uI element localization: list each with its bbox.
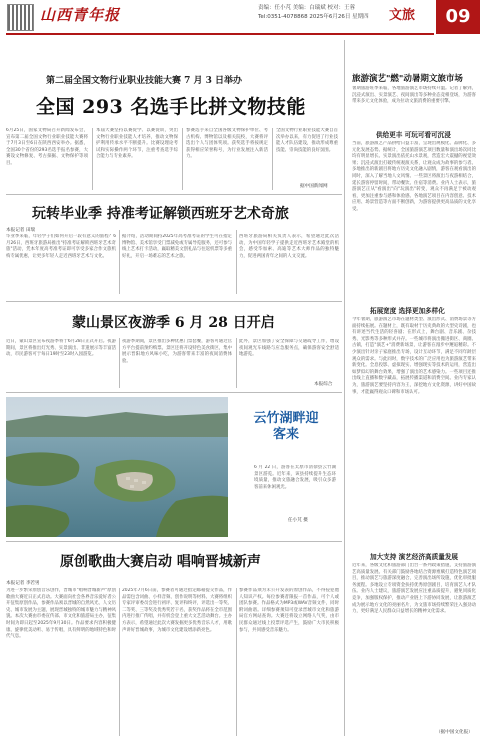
sidebar-subhead-1: 供给更丰 可玩可看可沉浸	[376, 131, 451, 139]
lead-source: 据中国新闻网	[300, 184, 328, 189]
graduation-byline	[6, 227, 35, 233]
newspaper-logo: 山西青年报	[40, 6, 121, 24]
lead-body-col3: 参赛选手来自全国各级文物保护单位、考古机构、博物馆以及相关院校，大赛将评选出个人与团体奖项。获奖选手将按规定获得相应荣誉称号，为行业发展注入新活力。	[186, 128, 268, 160]
mengshan-body-col3: 此外，景区加强了安全保障与交通疏导工作，增设夜间观光车线路与应急服务点，确保游客安全舒适地游览。	[239, 339, 339, 358]
sidebar-source: （据中国文化报）	[436, 730, 473, 735]
lead-headline: 全国 293 名选手比拼文物技能	[36, 96, 306, 118]
opera-body-col2: 2025年7月6日前，参赛者可通过指定邮箱提交作品，作品需包含词曲、小样音频、创作说明等材料。大赛将组织专家评审委员会进行初评、复评和终评，评选出一等奖、二等奖、三等奖及优秀奖若干名，获奖作品将在全市范围内进行推广传唱，并有机会登上重大文艺活动舞台。主办方表示，希望通过此次大赛发掘更多优秀音乐人才，用歌声讲好晋城故事，为城市文化建设增添新亮色。	[122, 588, 232, 633]
mengshan-body-col1: 近日，蒙山景区宣布夜游季将于6月28日正式开启。夜游期间，景区将推出灯光秀、实景演出、非遗展示等丰富活动，市民游客可于每日19时至23时入园游览。	[6, 339, 116, 358]
mengshan-title: 蒙山景区夜游季 6 月 28 日开启	[72, 315, 275, 331]
photo-caption-panel	[230, 397, 342, 537]
graduation-body-col1: 毕业季来临，年轻学子们如何开启一段有意义的旅程？6月26日，西班牙旅游局推出"持准考证解锁西班牙艺术奇旅"活动，凭本年度高考准考证即可享受多家合作文旅机构专属优惠，让更多年轻人走近西班牙艺术与文化。	[6, 234, 116, 259]
sidebar-subhead-3: 加大支持 演艺经济高质量发展	[370, 553, 459, 561]
sidebar-intro: 暑期旅游旺季来临，各地旅游演艺市场持续升温。记者了解到，沉浸式演出、实景演艺、夜间演出等多种业态竞相登场，为游客带来多元文化体验，成为拉动文旅消费的重要引擎。	[352, 86, 476, 105]
photo-caption-title: 云竹湖畔迎客来	[253, 411, 319, 442]
lead-body-col2: 本届大赛坚持以赛促学、以赛促训，突出文物行业职业技能人才培养，推动文物保护利用传承水平不断提升。比赛设理论考试和实际操作两个环节，注重考查选手综合能力与专业素养。	[96, 128, 178, 160]
header-rule	[6, 33, 434, 35]
mengshan-body-col2: 夜游季期间，景区推出多种优惠门票套餐，游客可通过官方平台提前预约购票。景区还将开设特色美食街区，集中展示晋阳地方风味小吃，为游客带来丰富的夜间消费体验。	[122, 339, 232, 364]
lake-aerial-photo	[6, 397, 228, 537]
opera-title: 原创歌曲大赛启动 唱响晋城新声	[60, 554, 261, 570]
masthead-date: Tel:0351-4078868 2025年6月26日 星期四	[258, 14, 369, 20]
opera-body-col3: 参赛作品须为未公开发表的原创作品，不得侵犯他人知识产权。每位参赛者限报一首作品，可个人或团队参赛。作品格式为MP3或WAV音频文件，同时附词曲谱。详细参赛须知可登录晋城市文化和旅游局官方网站查询。大赛还将设立网络人气奖，由市民群众通过线上投票评选产生，鼓励广大市民积极参与，共同感受音乐魅力。	[239, 588, 339, 633]
sidebar-section-1: 当前，旅游演艺产品供给日益丰富，呈现出规模化、品牌化、多元化发展态势。据统计，全国旅游演艺项目数量和演出场次同比均有明显增长。实景演出依托山水景观，营造宏大震撼的视觉效果；沉浸式演出打破传统观演关系，让观众成为故事的参与者。多地推出的新剧目将地方历史文化融入剧情，游客在观看演出的同时，深入了解当地人文风情。一些景区将演出与夜游相结合，延长游客停留时间，带动餐饮、住宿等消费。业内人士表示，旅游演艺正从"看演出"向"玩演出"转变，观众不再满足于被动观看，更加注重参与感和体验感。各地演艺项目在内容创意、技术应用、场景营造等方面不断创新，为游客提供更高品质的文化享受。	[352, 141, 476, 212]
graduation-body-col3: 西班牙旅游局相关负责人表示，希望通过此次活动，为中国年轻学子提供走近西班牙艺术殿堂的机会，感受毕加索、高迪等艺术大师作品的独特魅力，促进两国青年之间的人文交流。	[239, 234, 339, 259]
sidebar-title: 旅游演艺"燃"动暑期文旅市场	[352, 74, 463, 84]
section-name: 文旅	[389, 8, 416, 23]
sidebar-section-2: 今年暑期，旅游演艺市场在题材类型、演出形式、消费场景等方面持续拓展。在题材上，既有取材于历史典故的大型史诗剧，也有讲述当代生活的轻喜剧；在形式上，舞台剧、音乐剧、杂技秀、光影秀等多种形式并存。一些城市将演出搬进街区、商圈、古镇，打造"演艺+"消费新场景，让游客在漫步中邂逅精彩。不少演出针对亲子家庭推出专场，设计互动环节，满足不同年龄层观众的需求。与此同时，数字技术的广泛应用也为旅游演艺带来新变化。全息投影、虚拟现实、增强现实等技术的运用，营造出如梦似幻的舞台效果，增强了演出的艺术感染力。一些项目还推出线上直播和数字藏品，拓展传播渠道和消费空间。业内专家认为，旅游演艺要坚持内容为王，深挖地方文化资源，讲好中国故事，才能赢得观众口碑和市场认可。	[352, 317, 476, 395]
mengshan-source: 本报综合	[314, 382, 333, 387]
opera-body-col1: 为进一步繁荣原创音乐创作，晋城市"唱响晋城新声"原创歌曲大赛近日正式启动。大赛面向社会各界音乐爱好者公开征集原创作品，参赛作品须以晋城的自然风光、人文历史、城市发展为主题，展现晋城独特的城市魅力与精神风貌。本次大赛由市委宣传部、市文化和旅游局主办，征集时间为即日起至2025年9月30日。作品要求内容积极健康、旋律优美动听、易于传唱，具有鲜明的地域特色和时代气息。	[6, 588, 116, 640]
sidebar-section-3: 近年来，各级文化和旅游部门出台一系列政策措施，支持旅游演艺高质量发展。有关部门鼓励各地结合资源禀赋打造特色演艺项目，推动演艺与旅游深度融合，完善演出场所设施，优化审批服务流程。多地设立专项资金扶持优秀原创剧目，培育演艺人才队伍。业内人士建议，旅游演艺发展应注重品质提升，避免同质化竞争，加强版权保护，推动产业链上下游协同发展，让旅游演艺成为展示地方文化的亮丽名片，为文旅市场持续繁荣注入强劲动力，更好满足人民群众日益增长的精神文化需求。	[352, 563, 476, 615]
masthead-staff: 责编：任小芃 美编：白瑞斌 校对：王蓉	[258, 5, 355, 11]
masthead-info	[258, 4, 369, 22]
lead-body-col1: 6月25日，国家文物局召开新闻发布会，宣布第二届全国文物行业职业技能大赛将于7月3日至6日在陕西西安举办。据悉，全国30个省份的293名选手报名参赛，大赛设文物修复、考古探掘、文物保护等项目。	[6, 128, 88, 166]
lead-kicker: 第二届全国文物行业职业技能大赛 7 月 3 日举办	[46, 76, 243, 86]
lake-aerial-image	[6, 397, 228, 537]
qr-code	[7, 4, 34, 31]
graduation-title: 玩转毕业季 持准考证解锁西班牙艺术奇旅	[32, 206, 289, 222]
photo-caption-text: 6 月 22 日，游客在太原市清徐县云竹湖景区游览。近年来，该县持续提升生态环境质量，推动文旅融合发展，吸引众多游客前来休闲观光。	[254, 465, 336, 490]
lead-body-col4: 全国文物行业职业技能大赛自首次举办以来，有力促进了行业技能人才队伍建设，推动形成尊重技能、崇尚技能的良好氛围。	[276, 128, 338, 153]
opera-byline: 本报记者 李若男	[6, 581, 40, 586]
photo-credit: 任小芃 摄	[288, 518, 308, 523]
graduation-reporter-label: 本报记者 田瑞	[6, 228, 36, 233]
sidebar-subhead-2: 拓展宽度 选择更加多样化	[370, 307, 445, 315]
graduation-body-col2: 据介绍，活动期间持2025年高考准考证的学生可在指定博物馆、美术馆享受门票减免或专属导览服务，还可参与线上艺术打卡活动，赢取精美文创礼品与往返机票等多重好礼，开启一场难忘的艺术之旅。	[122, 234, 232, 259]
photo-caption-date: 6 月 22 日，	[254, 465, 281, 470]
page-number: 09	[436, 0, 480, 34]
